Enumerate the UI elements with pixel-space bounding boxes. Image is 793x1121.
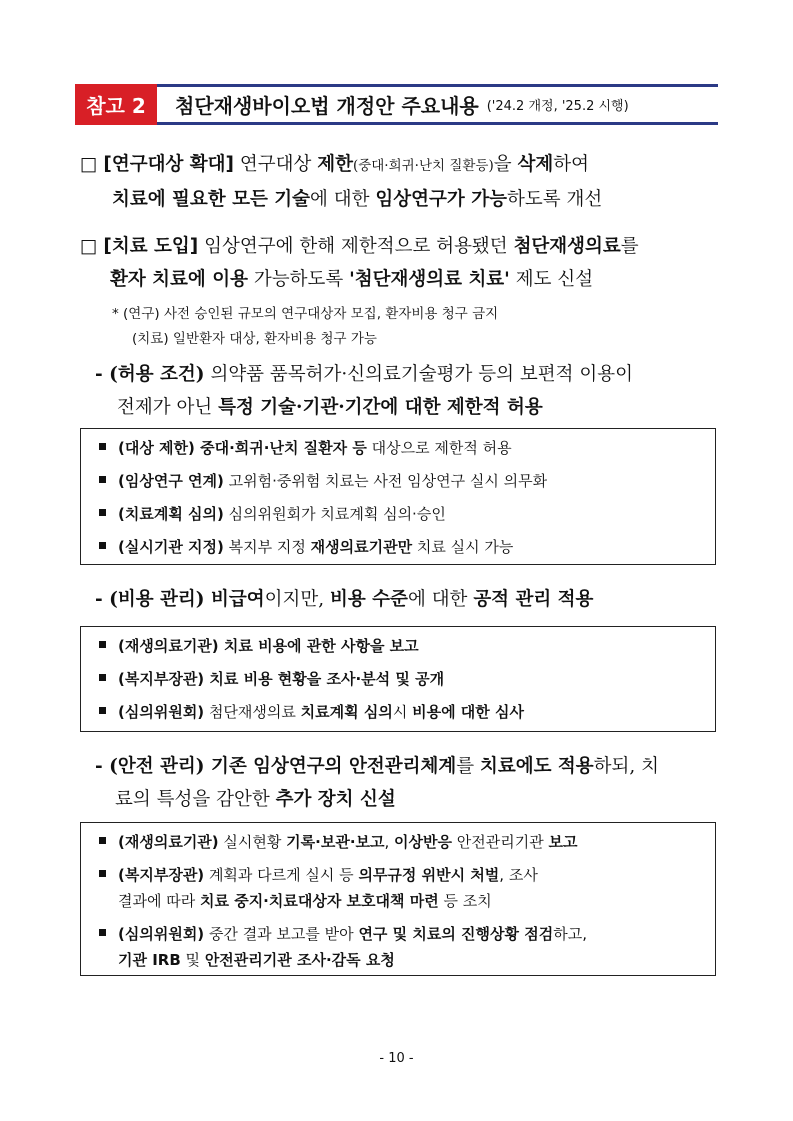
square-marker-icon [99,641,106,648]
text-bold: 재생의료기관만 [310,538,413,556]
section-2-line-1 [80,232,639,258]
title-subtitle: ('24.2 개정, '25.2 시행) [486,99,629,114]
text: , [384,833,395,851]
text: 가능하도록 [247,269,350,290]
dash-3-line-2 [115,785,396,811]
square-marker-icon [99,476,106,483]
square-marker-icon [99,542,106,549]
text: 중간 결과 보고를 받아 [204,925,359,943]
text-bold: 비용에 대한 심사 [412,703,524,721]
text-bold: (복지부장관) [118,866,205,884]
list-item [99,668,444,689]
text-bold: 환자 치료에 이용 [110,269,248,290]
text: 의약품 품목허가·신의료기술평가 등의 보편적 이용이 [204,364,634,385]
text-small: (중대·희귀·난치 질환등) [352,158,494,174]
list-item-continuation [118,949,395,970]
text: 치료 실시 가능 [412,538,514,556]
dash-2-line-1 [95,585,593,611]
text-bold: 임상연구가 가능 [375,189,507,210]
text-bold: 보고 [548,833,578,851]
list-item [99,503,446,524]
list-item-continuation [118,890,492,911]
text-bold: 비용 수준 [330,589,408,610]
title-main: 첨단재생바이오법 개정안 주요내용 [175,94,479,118]
box-permission-conditions [80,428,716,565]
square-marker-icon [99,929,106,936]
text-bold: (치료계획 심의) [118,505,224,523]
text: 하고, [553,925,587,943]
text-bold: (재생의료기관) 치료 비용에 관한 사항을 보고 [118,637,419,655]
text: 임상연구에 한해 제한적으로 허용됐던 [198,236,514,257]
list-item [99,864,538,885]
text-bold: (심의위원회) [118,703,205,721]
text: 을 [493,154,518,175]
section-1-heading: [연구대상 확대] [103,154,234,175]
square-bullet-icon: □ [80,154,98,175]
text-bold: 공적 관리 적용 [473,589,594,610]
text-bold: 치료 중지·치료대상자 보호대책 마련 [200,892,439,910]
section-1-line-1 [80,150,589,176]
text-bold: 기존 임상연구의 안전관리체계 [204,756,457,777]
text: 대상으로 제한적 허용 [366,439,512,457]
text: 하되, 치 [593,756,660,777]
text-bold: 첨단재생의료 [513,236,621,257]
square-marker-icon [99,509,106,516]
text-bold: (복지부장관) 치료 비용 현황을 조사·분석 및 공개 [118,670,445,688]
text: 하도록 개선 [506,189,603,210]
text-bold: (재생의료기관) [118,833,219,851]
page-number: - 10 - [379,1051,414,1066]
list-item [99,635,419,656]
section-1-line-2 [112,185,602,211]
text-bold: 비급여 [204,589,265,610]
text-bold: 추가 장치 신설 [275,789,396,810]
text-bold: 이상반응 [394,833,453,851]
square-marker-icon [99,837,106,844]
list-item [99,923,587,944]
text: 료의 특성을 감안한 [115,789,276,810]
text: , 조사 [499,866,538,884]
page-title [175,84,629,125]
text: 에 대한 [407,589,474,610]
text: 실시현황 [218,833,287,851]
text-bold: 안전관리기관 조사·감독 요청 [204,951,395,969]
list-item [99,536,513,557]
text-bold: (대상 제한) 중대·희귀·난치 질환자 등 [118,439,367,457]
list-item [99,437,512,458]
text-bold: (임상연구 연계) [118,472,224,490]
square-bullet-icon: □ [80,236,98,257]
dash-heading: - (허용 조건) [95,364,205,385]
text: 심의위원회가 치료계획 심의·승인 [223,505,446,523]
dash-heading: - (비용 관리) [95,589,205,610]
text: 등 조치 [438,892,492,910]
text-bold: 연구 및 치료의 진행상황 점검 [358,925,554,943]
text: 안전관리기관 [452,833,549,851]
text-bold: '첨단재생의료 치료' [349,269,510,290]
text-bold: 기록·보관·보고 [286,833,385,851]
reference-badge: 참고 2 [75,84,157,125]
text-bold: 치료에도 적용 [479,756,594,777]
text: 연구대상 [233,154,318,175]
list-item [99,470,547,491]
text-bold: 의무규정 위반시 처벌 [358,866,500,884]
text-bold: 특정 기술·기관·기간에 대한 제한적 허용 [218,397,543,418]
text: 이지만, [264,589,330,610]
text-bold: 치료계획 심의 [300,703,393,721]
dash-3-line-1 [95,752,659,778]
square-marker-icon [99,870,106,877]
section-2-heading: [치료 도입] [103,236,199,257]
list-item [99,701,524,722]
text-bold: (심의위원회) [118,925,205,943]
square-marker-icon [99,674,106,681]
text: 에 대한 [310,189,376,210]
text: 계획과 다르게 실시 등 [204,866,359,884]
text: 를 [456,756,480,777]
text: 제도 신설 [509,269,594,290]
text: 결과에 따라 [118,892,200,910]
footnote-research: * (연구) 사전 승인된 규모의 연구대상자 모집, 환자비용 청구 금지 [112,306,499,322]
text-bold: 제한 [317,154,353,175]
dash-1-line-2 [117,393,543,419]
dash-heading: - (안전 관리) [95,756,205,777]
text-bold: (실시기관 지정) [118,538,224,556]
section-title-bar [75,84,718,126]
text-bold: 치료에 필요한 모든 기술 [112,189,311,210]
square-marker-icon [99,707,106,714]
dash-1-line-1 [95,360,633,386]
text: 하여 [553,154,589,175]
text-bold: 기관 IRB [118,951,181,969]
text-bold: 삭제 [517,154,554,175]
footnote-treatment: (치료) 일반환자 대상, 환자비용 청구 가능 [132,331,377,347]
text: 고위험·중위험 치료는 사전 임상연구 실시 의무화 [223,472,548,490]
box-cost-management [80,626,716,732]
list-item [99,831,577,852]
square-marker-icon [99,443,106,450]
text: 및 [180,951,205,969]
section-2-line-2 [110,265,593,291]
text: 전제가 아닌 [117,397,219,418]
box-safety-management [80,822,716,976]
text: 첨단재생의료 [204,703,301,721]
text: 복지부 지정 [223,538,311,556]
text: 시 [392,703,413,721]
text: 를 [620,236,639,257]
